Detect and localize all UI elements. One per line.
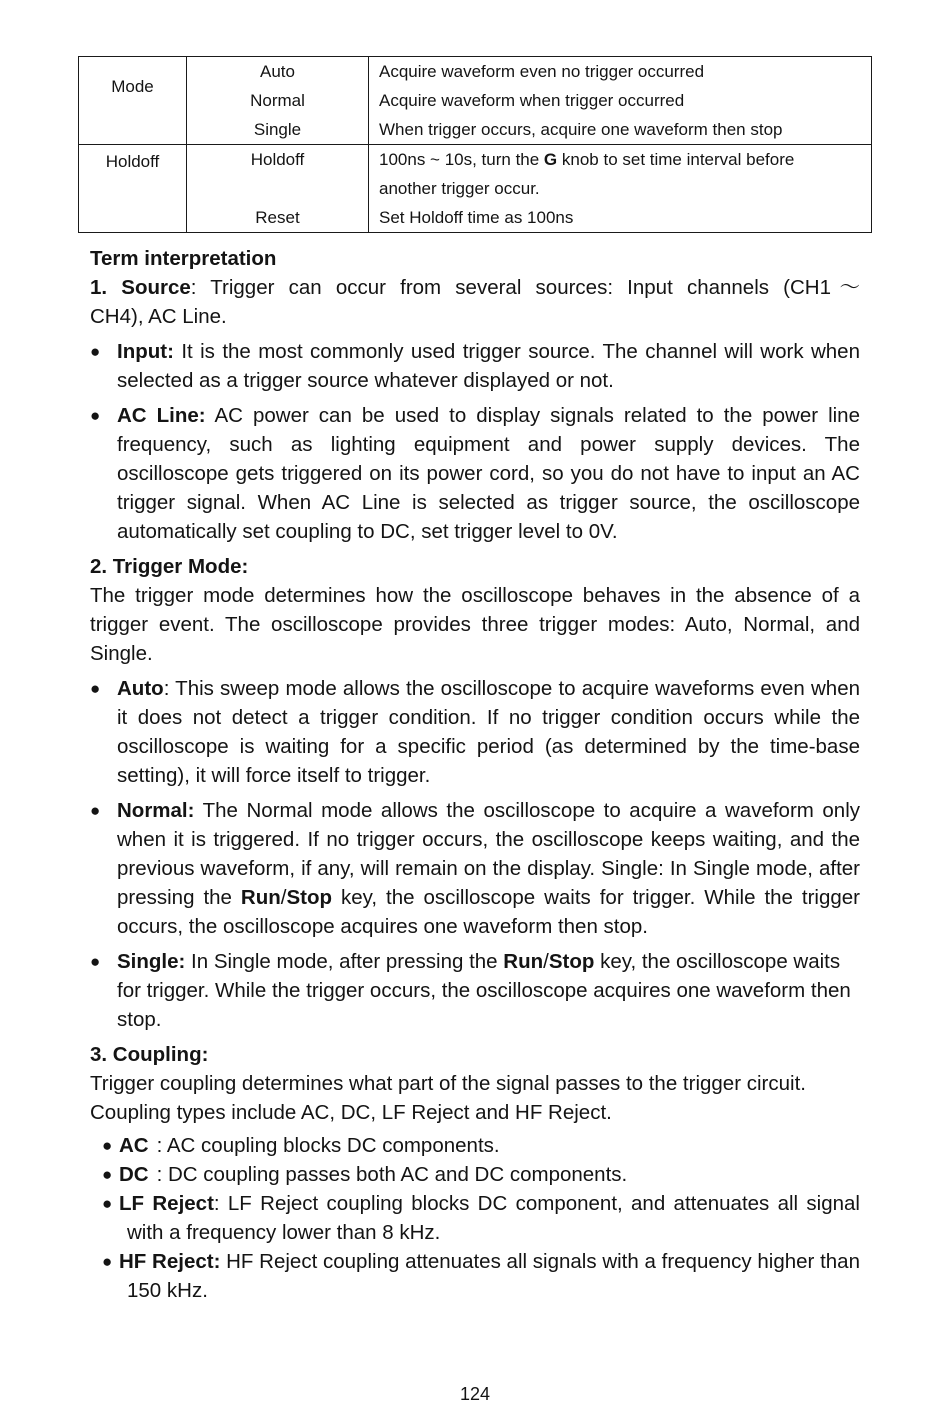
trigger-settings-table (78, 56, 872, 233)
section-title: Term interpretation (90, 247, 277, 270)
list-item: ● HF Reject: HF Reject coupling attenuates all signals with a frequency higher than 150 kHz. (102, 1247, 860, 1305)
bullet-icon: ● (90, 342, 101, 361)
table-row (79, 57, 872, 145)
coupling-heading: 3. Coupling: (90, 1043, 209, 1066)
coupling-intro: Trigger coupling determines what part of the signal passes to the trigger circuit. Coupling types include AC, DC, LF Reject and HF Reject. (90, 1072, 806, 1124)
list-item: ● LF Reject: LF Reject coupling blocks DC component, and attenuates all signal with a frequency lower than 8 kHz. (102, 1189, 860, 1247)
desc-holdoff: 100ns ~ 10s, turn the G knob to set time interval before (379, 150, 795, 169)
source-intro-line2: CH4), AC Line. (90, 305, 227, 328)
desc-normal: Acquire waveform when trigger occurred (379, 91, 685, 110)
option-normal: Normal (250, 91, 305, 110)
table-row (79, 145, 872, 233)
param-cell (79, 57, 187, 145)
bullet-icon: ● (102, 1252, 113, 1271)
page-number: 124 (459, 1384, 491, 1404)
term-interpretation (90, 244, 860, 1305)
coupling-list (90, 1131, 860, 1305)
trigger-mode-intro: The trigger mode determines how the oscilloscope behaves in the absence of a trigger event. The oscilloscope provides three trigger modes: Auto, Normal, and Single. (90, 584, 860, 665)
option-auto: Auto (260, 62, 295, 81)
list-item: ● Input: It is the most commonly used trigger source. The channel will work when selected as a trigger source whatever displayed or not. (90, 337, 860, 395)
list-item: ● Normal: The Normal mode allows the oscilloscope to acquire a waveform only when it is triggered. If no trigger occurs, the oscilloscope keeps waiting, and the previous waveform, if any, will remain on the display. Single: In Single mode, after pressing the Run/Stop key, the oscilloscope waits for trigger. While the trigger occurs, the oscilloscope acquires one waveform then stop. (90, 796, 860, 941)
mode-list (90, 674, 860, 1034)
bullet-icon: ● (90, 801, 101, 820)
option-reset: Reset (255, 208, 300, 227)
param-cell (79, 145, 187, 233)
desc-reset: Set Holdoff time as 100ns (379, 208, 574, 227)
bullet-icon: ● (102, 1136, 113, 1155)
desc-auto: Acquire waveform even no trigger occurred (379, 62, 705, 81)
bullet-icon: ● (90, 679, 101, 698)
options-cell (187, 145, 369, 233)
list-item: ● Auto: This sweep mode allows the oscilloscope to acquire waveforms even when it does not detect a trigger condition. If no trigger condition occurs while the oscilloscope is waiting for a specific period (as determined by the time-base setting), it will force itself to trigger. (90, 674, 860, 790)
param-holdoff: Holdoff (105, 152, 160, 171)
desc-single: When trigger occurs, acquire one waveform then stop (379, 120, 783, 139)
bullet-icon: ● (102, 1194, 113, 1213)
options-cell (187, 57, 369, 145)
param-mode: Mode (111, 77, 154, 96)
list-item: ● AC : AC coupling blocks DC components. (102, 1131, 860, 1160)
bullet-icon: ● (102, 1165, 113, 1184)
desc-cell (369, 145, 872, 233)
option-holdoff: Holdoff (250, 150, 305, 169)
list-item: ● AC Line: AC power can be used to display signals related to the power line frequency, such as lighting equipment and power supply devices. The oscilloscope gets triggered on its power cord, so you do not have to input an AC trigger signal. When AC Line is selected as trigger source, the oscilloscope automatically set coupling to DC, set trigger level to 0V. (90, 401, 860, 546)
source-intro: 1. Source: Trigger can occur from several sources: Input channels (CH1～ (90, 276, 860, 299)
source-list (90, 337, 860, 546)
option-single: Single (253, 120, 302, 139)
list-item: ● Single: In Single mode, after pressing the Run/Stop key, the oscilloscope waits for trigger. While the trigger occurs, the oscilloscope acquires one waveform then stop. (90, 947, 860, 1034)
bullet-icon: ● (90, 406, 101, 425)
list-item: ● DC : DC coupling passes both AC and DC components. (102, 1160, 860, 1189)
bullet-icon: ● (90, 952, 101, 971)
desc-cell (369, 57, 872, 145)
trigger-mode-heading: 2. Trigger Mode: (90, 555, 249, 578)
desc-holdoff-line2: another trigger occur. (379, 179, 540, 198)
